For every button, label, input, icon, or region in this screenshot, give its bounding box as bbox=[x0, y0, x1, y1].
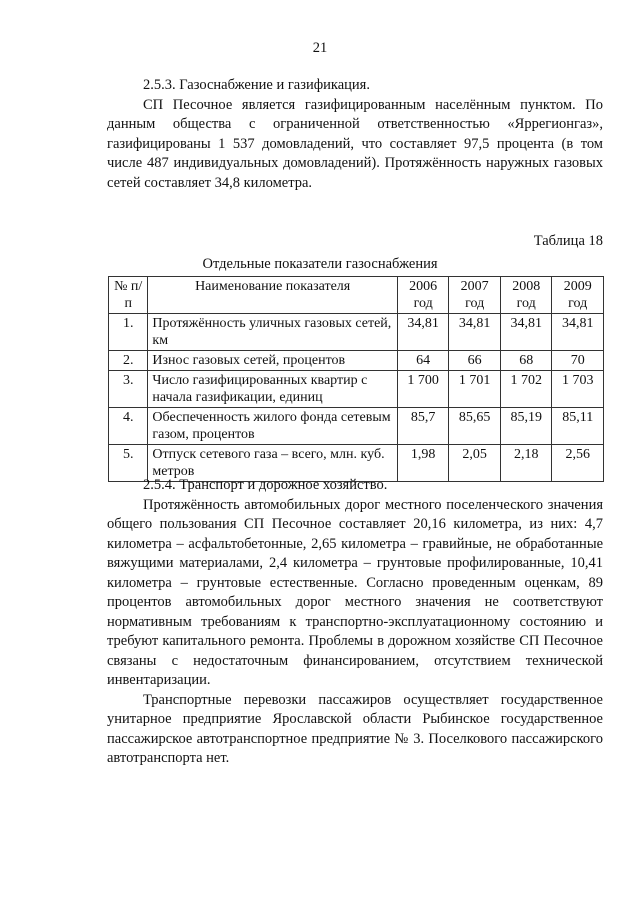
row-value-2006: 64 bbox=[397, 351, 449, 371]
row-value-2008: 1 702 bbox=[500, 371, 552, 408]
row-number: 1. bbox=[109, 314, 148, 351]
row-number: 2. bbox=[109, 351, 148, 371]
row-value-2008: 34,81 bbox=[500, 314, 552, 351]
row-value-2007: 34,81 bbox=[449, 314, 501, 351]
row-value-2009: 2,56 bbox=[552, 445, 604, 482]
header-2007: 2007 год bbox=[449, 277, 501, 314]
table-row bbox=[109, 314, 604, 351]
row-value-2009: 85,11 bbox=[552, 408, 604, 445]
row-indicator: Отпуск сетевого газа – всего, млн. куб. метров bbox=[148, 445, 398, 482]
header-number: № п/п bbox=[109, 277, 148, 314]
gas-supply-table bbox=[108, 276, 604, 482]
table-label: Таблица 18 bbox=[533, 233, 603, 249]
header-2008: 2008 год bbox=[500, 277, 552, 314]
row-indicator: Износ газовых сетей, процентов bbox=[148, 351, 398, 371]
section-heading: 2.5.4. Транспорт и дорожное хозяйство. bbox=[143, 477, 388, 493]
section-heading: 2.5.3. Газоснабжение и газификация. bbox=[143, 77, 370, 93]
row-value-2006: 85,7 bbox=[397, 408, 449, 445]
header-2009: 2009 год bbox=[552, 277, 604, 314]
row-value-2007: 85,65 bbox=[449, 408, 501, 445]
row-value-2008: 2,18 bbox=[500, 445, 552, 482]
section-paragraph: Транспортные перевозки пассажиров осуществляет государственное унитарное предприятие Ярославской области Рыбинское государственное пассажирское автотранспортное предприятие № 3. Поселкового пассажирского автотранспорта нет. bbox=[107, 691, 603, 766]
table-header-row bbox=[109, 277, 604, 314]
table-row bbox=[109, 371, 604, 408]
section-gas-supply bbox=[107, 76, 603, 193]
row-number: 4. bbox=[109, 408, 148, 445]
row-number: 5. bbox=[109, 445, 148, 482]
table-row bbox=[109, 351, 604, 371]
row-value-2006: 1,98 bbox=[397, 445, 449, 482]
table-row bbox=[109, 408, 604, 445]
row-value-2008: 68 bbox=[500, 351, 552, 371]
header-indicator: Наименование показателя bbox=[148, 277, 398, 314]
row-value-2007: 2,05 bbox=[449, 445, 501, 482]
row-value-2007: 66 bbox=[449, 351, 501, 371]
row-number: 3. bbox=[109, 371, 148, 408]
section-paragraph: СП Песочное является газифицированным населённым пунктом. По данным общества с ограниченной ответственностью «Яррегионгаз», газифицированы 1 537 домовладений, что составляет 97,5 процента (в том числе 487 индивидуальных домовладений). Протяжённость наружных газовых сетей составляет 34,8 километра. bbox=[107, 96, 603, 191]
row-indicator: Обеспеченность жилого фонда сетевым газом, процентов bbox=[148, 408, 398, 445]
section-transport bbox=[107, 476, 603, 769]
row-indicator: Протяжённость уличных газовых сетей, км bbox=[148, 314, 398, 351]
section-paragraph: Протяжённость автомобильных дорог местного поселенческого значения общего пользования СП Песочное составляет 20,16 километра, из них: 4,7 километра – асфальтобетонные, 2,65 километра – гравийные, не обработанные вяжущими материалами, 2,4 километра – грунтовые профилированные, 10,41 километра – грунтовые естественные. Согласно проведенным оценкам, 89 процентов автомобильных дорог местного значения не соответствуют нормативным требованиям к транспортно-эксплуатационному состоянию и требуют капитального ремонта. Проблемы в дорожном хозяйстве СП Песочное связаны с недостаточным финансированием, отсутствием технической инвентаризации. bbox=[107, 496, 603, 688]
row-value-2006: 1 700 bbox=[397, 371, 449, 408]
row-value-2009: 1 703 bbox=[552, 371, 604, 408]
row-value-2006: 34,81 bbox=[397, 314, 449, 351]
header-2006: 2006 год bbox=[397, 277, 449, 314]
row-indicator: Число газифицированных квартир с начала газификации, единиц bbox=[148, 371, 398, 408]
row-value-2009: 34,81 bbox=[552, 314, 604, 351]
row-value-2009: 70 bbox=[552, 351, 604, 371]
table-title: Отдельные показатели газоснабжения bbox=[202, 256, 438, 272]
row-value-2008: 85,19 bbox=[500, 408, 552, 445]
row-value-2007: 1 701 bbox=[449, 371, 501, 408]
page-number: 21 bbox=[312, 40, 328, 56]
